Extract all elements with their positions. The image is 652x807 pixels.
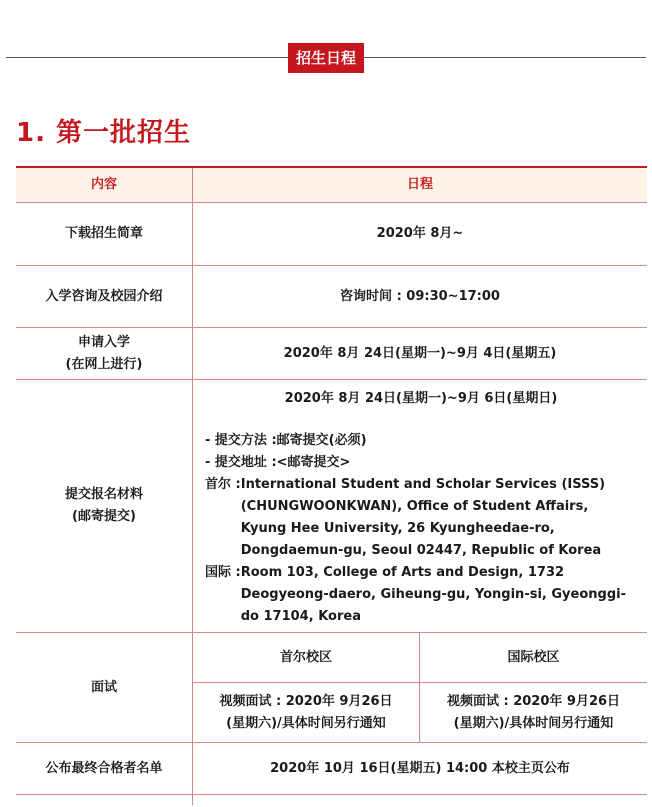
submission-detail xyxy=(205,562,637,628)
row-label xyxy=(16,795,192,805)
row-label-line: 提交报名材料 xyxy=(64,487,143,502)
row-value: 2020年 8月~ xyxy=(192,203,647,265)
submission-detail xyxy=(205,430,637,452)
campus-global-interview xyxy=(419,683,647,742)
row-value: 2020年 10月 16日(星期五) 14:00 本校主页公布 xyxy=(192,743,647,794)
row-value xyxy=(192,380,647,632)
submission-detail xyxy=(205,474,637,562)
table-row xyxy=(16,266,647,328)
section-badge: 招生日程 xyxy=(288,43,364,73)
row-label-line: (在网上进行) xyxy=(65,356,143,372)
interview-line: 视频面试 : 2020年 9月26日 xyxy=(446,693,621,709)
campus-seoul-interview xyxy=(192,683,419,742)
row-label: 面试 xyxy=(90,679,117,695)
campus-seoul-header: 首尔校区 xyxy=(192,633,419,683)
detail-text: Room 103, College of Arts and Design, 1732 Deogyeong-daero, Giheung-gu, Yongin-si, Gyeonggi-do 17104, Korea xyxy=(240,565,626,624)
campus-global-header: 国际校区 xyxy=(419,633,647,683)
row-label-line: (邮寄提交) xyxy=(72,509,136,524)
table-row xyxy=(16,328,647,380)
table-row xyxy=(16,203,647,266)
detail-text: <邮寄提交> xyxy=(276,455,351,470)
detail-label: - 提交地址 : xyxy=(205,455,277,470)
table-header-row xyxy=(16,166,647,203)
row-label xyxy=(16,328,192,379)
table-row xyxy=(16,743,647,795)
detail-text: International Student and Scholar Services (ISSS) (CHUNGWOONKWAN), Office of Student Affairs, Kyung Hee University, 26 Kyungheedae-ro, Dongdaemun-gu, Seoul 02447, Republic of Korea xyxy=(240,477,606,558)
row-label: 入学咨询及校园介绍 xyxy=(45,288,163,304)
detail-text: 邮寄提交(必须) xyxy=(276,433,367,448)
column-header-schedule: 日程 xyxy=(192,168,647,202)
detail-label: 首尔 : xyxy=(205,477,241,492)
table-row xyxy=(16,380,647,633)
submission-detail xyxy=(205,452,637,474)
submission-period: 2020年 8月 24日(星期一)~9月 6日(星期日) xyxy=(284,391,558,406)
row-value xyxy=(192,795,647,805)
page-title: 1. 第一批招生 xyxy=(16,118,192,148)
row-label: 下载招生简章 xyxy=(64,226,143,241)
row-label-line: 申请入学 xyxy=(77,334,130,350)
column-header-content: 内容 xyxy=(90,177,117,192)
row-label xyxy=(16,380,192,632)
row-label: 公布最终合格者名单 xyxy=(45,760,163,776)
interview-line: (星期六)/具体时间另行通知 xyxy=(226,715,386,731)
interview-line: 视频面试 : 2020年 9月26日 xyxy=(219,693,393,709)
table-row-partial xyxy=(16,795,647,805)
detail-label: 国际 : xyxy=(205,565,241,580)
row-value: 2020年 8月 24日(星期一)~9月 4日(星期五) xyxy=(192,328,647,379)
row-value: 咨询时间 : 09:30~17:00 xyxy=(192,266,647,327)
detail-label: - 提交方法 : xyxy=(205,433,277,448)
interview-line: (星期六)/具体时间另行通知 xyxy=(453,715,614,731)
table-row xyxy=(16,633,647,743)
